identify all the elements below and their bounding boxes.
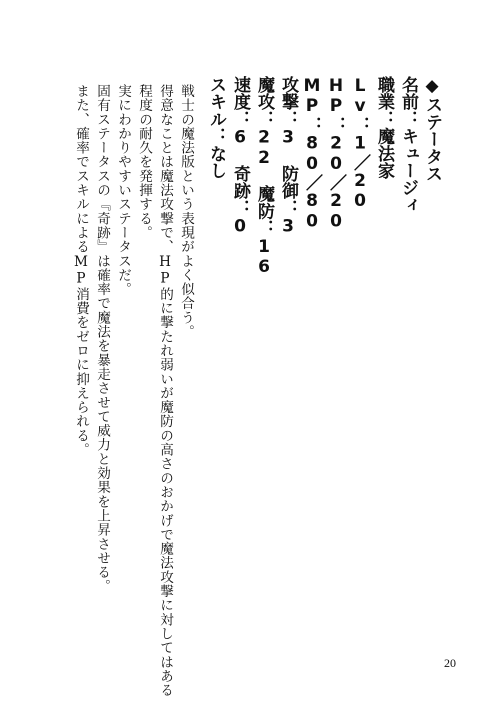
status-heading: ◆ステータス [422, 76, 442, 183]
status-hp: HP：20／20 [326, 76, 346, 232]
body-paragraph: また、確率でスキルによるMP消費をゼロに抑えられる。 [73, 84, 89, 457]
body-paragraph: 程度の耐久を発揮する。 [136, 84, 152, 240]
status-name: 名前：キュージィ [398, 76, 418, 214]
page-number: 20 [444, 656, 456, 670]
status-level: Lv：1／20 [350, 76, 370, 212]
body-paragraph: 実にわかりやすいステータスだ。 [115, 84, 131, 297]
status-skill: スキル：なし [206, 76, 226, 180]
status-magic-attack-defense: 魔攻：22 魔防：16 [254, 76, 274, 278]
body-paragraph: 得意なことは魔法攻撃で、HP的に撃たれ弱いが魔防の高さのおかげで魔法攻撃に対してはある [157, 84, 173, 698]
body-paragraph: 固有ステータスの『奇跡』は確率で魔法を暴走させて威力と効果を上昇させる。 [94, 84, 110, 594]
status-speed-miracle: 速度：6 奇跡：0 [230, 76, 250, 237]
body-paragraph: 戦士の魔法版という表現がよく似合う。 [178, 84, 194, 339]
status-mp: MP：80／80 [302, 76, 322, 232]
status-attack-defense: 攻撃：3 防御：3 [278, 76, 298, 237]
status-job: 職業：魔法家 [374, 76, 394, 180]
